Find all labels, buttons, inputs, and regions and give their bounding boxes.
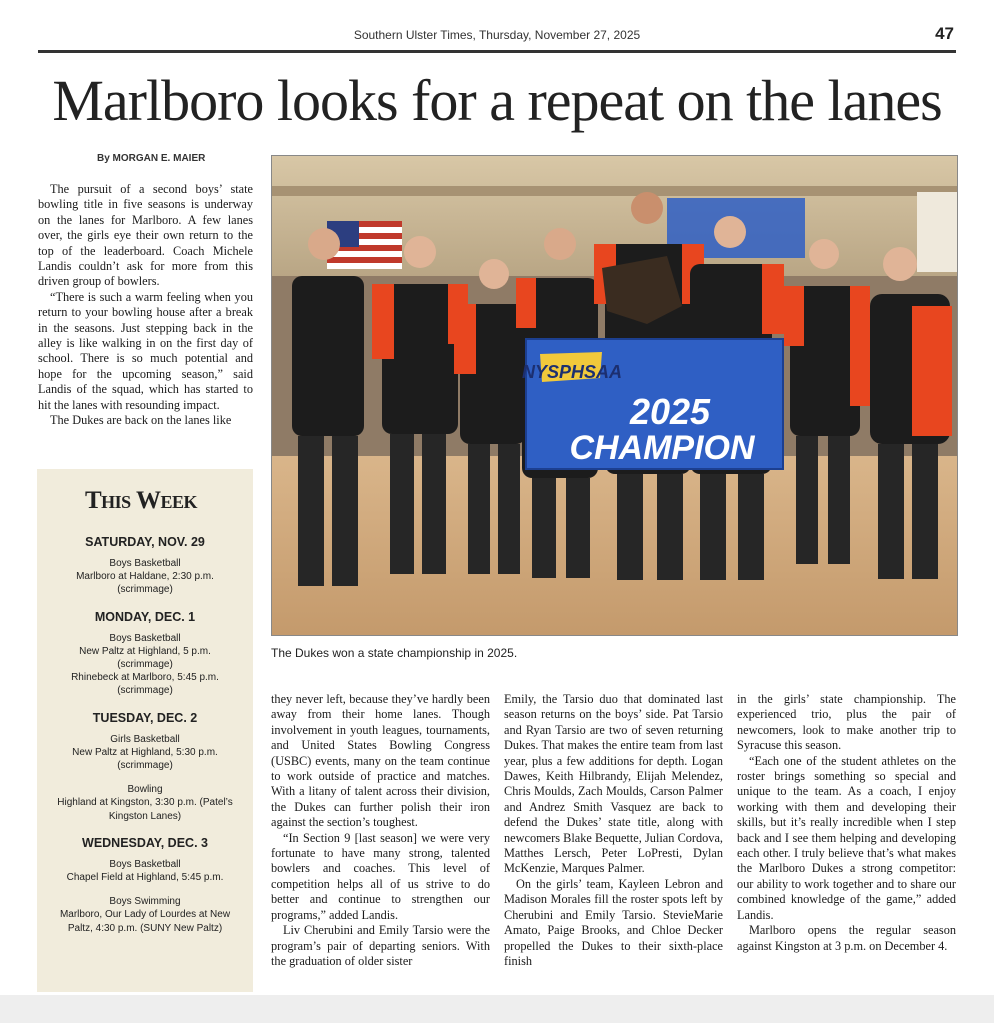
champion-banner — [522, 339, 783, 469]
schedule-event: Boys Basketball New Paltz at Highland, 5 p.m. (scrimmage) — [79, 632, 211, 671]
paragraph: Emily, the Tarsio duo that dominated last season returns on the boys’ side. Pat Tarsio and Ryan Tarsio are two of seven returning Dukes. That makes the entire team from last year, plus a few additions for depth. Logan Dawes, Keith Hilbrandy, Elijah Melendez, Chris Moulds, Zach Moulds, Carson Palmer and Andrez Smith Vasquez are back to defend the Dukes’ state title, along with newcomers Blake Bequette, Julian Cordova, Matthes Lersch, Peter LoPresti, Dylan McKenzie, Marques Palmer. — [504, 692, 723, 876]
photo-caption: The Dukes won a state championship in 2025. — [271, 646, 518, 660]
paragraph: “Each one of the student athletes on the roster brings something so special and unique to the team. As a coach, I enjoy working with them and developing their skills, but it’s really incredible when I step back and I see them helping and developing each other. I truly believe that’s what makes the Marlboro Dukes a strong competitor: our ability to work together and to share our combined knowledge of the game,” added Landis. — [737, 753, 956, 922]
headline: Marlboro looks for a repeat on the lanes — [52, 68, 942, 133]
paper-date-line: Southern Ulster Times, Thursday, November 27, 2025 — [353, 28, 641, 42]
this-week-box — [37, 469, 253, 992]
schedule-event: Rhinebeck at Marlboro, 5:45 p.m. (scrimmage) — [71, 672, 219, 697]
paragraph: “There is such a warm feeling when you return to your bowling house after a break in the seasons. Just stepping back in the alley is like walking in on the first day of school. There is so much potential and hope for the upcoming season,” said Landis of the squad, which has started to hit the lanes with resounding impact. — [38, 289, 253, 412]
schedule-event: Bowling Highland at Kingston, 3:30 p.m. (Patel’s Kingston Lanes) — [57, 784, 233, 822]
this-week-title: This Week — [85, 487, 198, 514]
paragraph: The pursuit of a second boys’ state bowling title in five seasons is underway on the lanes for Marlboro. A few lanes over, the girls eye their own return to the top of the leaderboard. Coach Michele Landis couldn’t ask for more from this driven group of bowlers. — [38, 182, 253, 289]
schedule-day: TUESDAY, DEC. 2 — [92, 710, 198, 725]
schedule-event: Boys Basketball Chapel Field at Highland, 5:45 p.m. — [66, 858, 224, 884]
paragraph: Liv Cherubini and Emily Tarsio were the program’s pair of departing seniors. With the graduation of older sister — [271, 923, 490, 968]
masthead — [38, 26, 956, 53]
team-photo-illustration — [272, 156, 957, 635]
paragraph: The Dukes are back on the lanes like — [50, 413, 232, 428]
paragraph: they never left, because they’ve hardly been away from their home lanes. Though involvement in youth leagues, tournaments, and United States Bowling Congress (USBC) events, many on the team continue to work outside of practice and matches. With a litany of talent across their division, the Dukes can further polish their iron against the section’s toughest. — [271, 692, 490, 830]
article-column-1 — [38, 182, 253, 429]
schedule-day: WEDNESDAY, DEC. 3 — [82, 835, 208, 850]
article-column-2 — [271, 692, 490, 969]
page-number: 47 — [935, 24, 954, 43]
byline: By MORGAN E. MAIER — [97, 153, 206, 164]
banner-year: 2025 — [629, 391, 711, 432]
team-photo — [271, 155, 958, 636]
paragraph: “In Section 9 [last season] we were very fortunate to have many strong, talented bowlers and coaches. This level of competition helps all of us strive to do better and continue to strengthen our programs,” added Landis. — [271, 830, 490, 922]
article-column-3 — [504, 692, 723, 969]
article-column-4 — [737, 692, 956, 954]
paragraph: On the girls’ team, Kayleen Lebron and Madison Morales fill the roster spots left by Cherubini and Emily Tarsio. StevieMarie Amato, Paige Brooks, and Chloe Decker propelled the Dukes to their sixth-place finish — [504, 876, 723, 968]
viewer-bottom-bar — [0, 995, 994, 1023]
schedule-day: SATURDAY, NOV. 29 — [85, 535, 205, 549]
schedule-day: MONDAY, DEC. 1 — [94, 609, 196, 624]
banner-word: CHAMPION — [569, 429, 755, 467]
schedule-event: Girls Basketball New Paltz at Highland, 5:30 p.m. (scrimmage) — [72, 733, 218, 772]
wall-poster — [917, 192, 957, 272]
paragraph: in the girls’ state championship. The experienced trio, plus the pair of newcomers, look to make another trip to Syracuse this season. — [737, 692, 956, 753]
schedule-event: Boys Swimming Marlboro, Our Lady of Lourdes at New Paltz, 4:30 p.m. (SUNY New Paltz) — [59, 896, 231, 934]
paragraph: Marlboro opens the regular season against Kingston at 3 p.m. on December 4. — [737, 923, 956, 953]
banner-brand: NYSPHSAA — [521, 362, 623, 382]
schedule-list — [37, 535, 253, 942]
schedule-event: Boys Basketball Marlboro at Haldane, 2:30 p.m. (scrimmage) — [76, 558, 214, 596]
